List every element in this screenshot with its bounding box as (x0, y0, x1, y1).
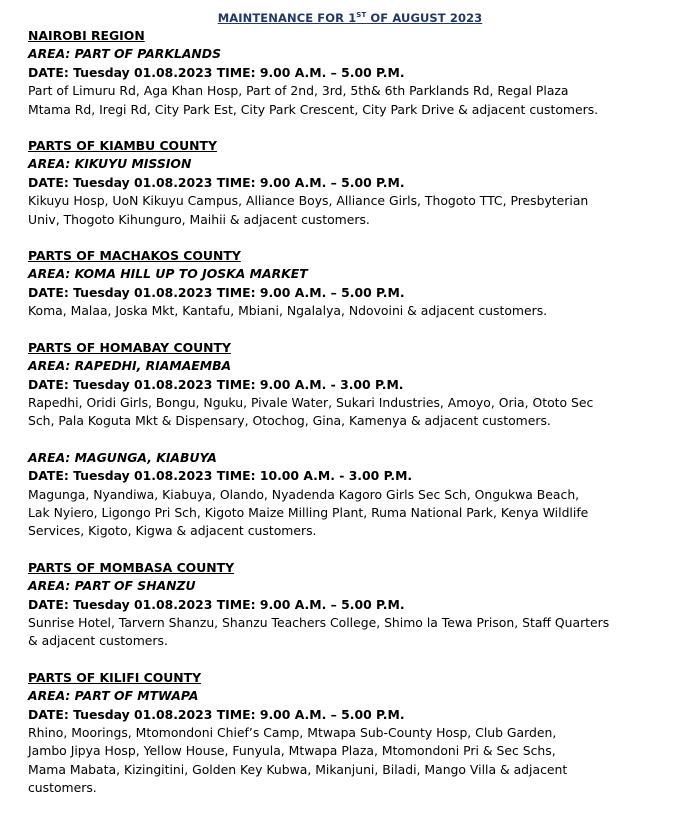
description-line: Sch, Pala Koguta Mkt & Dispensary, Otochog, Gina, Kamenya & adjacent customers. (28, 413, 551, 429)
area-heading: AREA: KOMA HILL UP TO JOSKA MARKET (28, 266, 308, 282)
date-time-line: DATE: Tuesday 01.08.2023 TIME: 9.00 A.M. – 5.00 P.M. (28, 64, 405, 80)
description-line: Mtama Rd, Iregi Rd, City Park Est, City Park Crescent, City Park Drive & adjacent customers. (28, 101, 599, 117)
region-heading: PARTS OF MACHAKOS COUNTY (28, 248, 241, 264)
area-heading: AREA: KIKUYU MISSION (28, 156, 192, 172)
description-line: Rapedhi, Oridi Girls, Bongu, Nguku, Pivale Water, Sukari Industries, Amoyo, Oria, Ototo Sec (28, 394, 594, 410)
description-line: customers. (28, 780, 97, 796)
region-heading: PARTS OF KILIFI COUNTY (28, 669, 202, 685)
affected-areas-description (28, 724, 668, 798)
maintenance-sections (28, 27, 672, 798)
description-line: Part of Limuru Rd, Aga Khan Hosp, Part of 2nd, 3rd, 5th& 6th Parklands Rd, Regal Plaza (28, 83, 569, 99)
affected-areas-description (28, 192, 668, 229)
date-time-line: DATE: Tuesday 01.08.2023 TIME: 9.00 A.M. – 5.00 P.M. (28, 596, 405, 612)
description-line: Sunrise Hotel, Tarvern Shanzu, Shanzu Teachers College, Shimo la Tewa Prison, Staff Quarters (28, 614, 610, 630)
date-time-line: DATE: Tuesday 01.08.2023 TIME: 9.00 A.M. – 5.00 P.M. (28, 284, 405, 300)
maintenance-section (28, 137, 672, 229)
affected-areas-description (28, 394, 668, 431)
description-line: Kikuyu Hosp, UoN Kikuyu Campus, Alliance Boys, Alliance Girls, Thogoto TTC, Presbyterian (28, 193, 589, 209)
document-title (28, 10, 672, 26)
title-superscript: ST (356, 11, 367, 20)
title-prefix: MAINTENANCE FOR 1 (217, 11, 357, 25)
area-heading: AREA: PART OF PARKLANDS (28, 46, 222, 62)
description-line: & adjacent customers. (28, 633, 168, 649)
description-line: Magunga, Nyandiwa, Kiabuya, Olando, Nyadenda Kagoro Girls Sec Sch, Ongukwa Beach, (28, 486, 580, 502)
maintenance-section (28, 449, 672, 541)
affected-areas-description (28, 82, 668, 119)
description-line: Mama Mabata, Kizingitini, Golden Key Kubwa, Mikanjuni, Biladi, Mango Villa & adjacent (28, 761, 568, 777)
region-heading: PARTS OF MOMBASA COUNTY (28, 559, 235, 575)
description-line: Services, Kigoto, Kigwa & adjacent customers. (28, 523, 317, 539)
affected-areas-description (28, 302, 668, 320)
date-time-line: DATE: Tuesday 01.08.2023 TIME: 9.00 A.M. – 5.00 P.M. (28, 174, 405, 190)
area-heading: AREA: RAPEDHI, RIAMAEMBA (28, 358, 232, 374)
description-line: Rhino, Moorings, Mtomondoni Chief’s Camp, Mtwapa Sub-County Hosp, Club Garden, (28, 725, 557, 740)
maintenance-section (28, 247, 672, 321)
description-line: Jambo Jipya Hosp, Yellow House, Funyula, Mtwapa Plaza, Mtomondoni Pri & Sec Schs, (28, 743, 556, 759)
maintenance-section (28, 559, 672, 651)
area-heading: AREA: MAGUNGA, KIABUYA (28, 449, 217, 465)
date-time-line: DATE: Tuesday 01.08.2023 TIME: 10.00 A.M. - 3.00 P.M. (28, 468, 413, 484)
title-suffix: OF AUGUST 2023 (366, 11, 483, 25)
description-line: Univ, Thogoto Kihunguro, Maihii & adjacent customers. (28, 211, 370, 227)
maintenance-section (28, 339, 672, 431)
date-time-line: DATE: Tuesday 01.08.2023 TIME: 9.00 A.M. - 3.00 P.M. (28, 376, 404, 392)
affected-areas-description (28, 486, 668, 541)
region-heading: PARTS OF KIAMBU COUNTY (28, 138, 217, 154)
date-time-line: DATE: Tuesday 01.08.2023 TIME: 9.00 A.M. – 5.00 P.M. (28, 706, 405, 722)
maintenance-section (28, 669, 672, 798)
description-line: Koma, Malaa, Joska Mkt, Kantafu, Mbiani, Ngalalya, Ndovoini & adjacent customers. (28, 303, 548, 319)
region-heading: NAIROBI REGION (28, 28, 145, 43)
region-heading: PARTS OF HOMABAY COUNTY (28, 339, 231, 355)
area-heading: AREA: PART OF SHANZU (28, 578, 196, 594)
description-line: Lak Nyiero, Ligongo Pri Sch, Kigoto Maize Milling Plant, Ruma National Park, Kenya Wildlife (28, 504, 589, 520)
maintenance-section (28, 27, 672, 119)
area-heading: AREA: PART OF MTWAPA (28, 688, 199, 704)
affected-areas-description (28, 614, 668, 651)
